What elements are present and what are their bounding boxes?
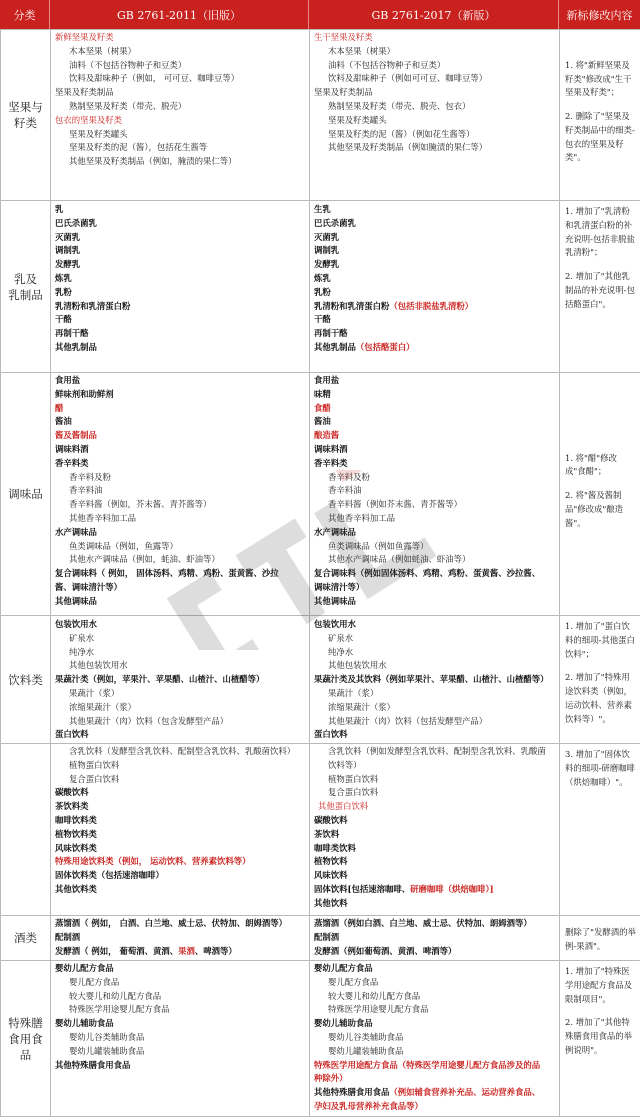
changes-cell: 1. 将"新鲜坚果及籽类"修改成"生干坚果及籽类"； 2. 删除了"坚果及籽类制品中的细类-包衣的坚果及籽类"。 [560,30,640,201]
table-row [1,744,640,916]
category-cell: 特殊膳 食用食 品 [1,961,51,1117]
changes-cell: 1. 增加了"乳清粉和乳清蛋白粉的补充说明-包括非脱盐乳清粉"； 2. 增加了"其他乳制品的补充说明-包括酪蛋白"。 [560,201,640,373]
new-standard-cell: 含乳饮料（例如发酵型含乳饮料、配制型含乳饮料、乳酸菌 饮料等） 植物蛋白饮料 复合蛋白饮料 其他蛋白饮料 碳酸饮料 茶饮料 咖啡类饮料 植物饮料 风味饮料 固体饮料[包括速溶咖啡、研磨咖啡（烘焙咖啡）] 其他饮料 [310,744,560,916]
header-new-standard: GB 2761-2017（新版） [309,0,559,29]
changes-cell: 1. 将"醋"修改成"食醋"； 2. 将"酱及酱制品"修改成"酿造酱"。 [560,373,640,616]
table-row [1,916,640,961]
table-row [1,961,640,1117]
old-standard-cell: 乳 巴氏杀菌乳 灭菌乳 调制乳 发酵乳 炼乳 乳粉 乳清粉和乳清蛋白粉 干酪 再制干酪 其他乳制品 [51,201,310,373]
header-changes: 新标修改内容 [559,0,640,29]
old-standard-cell: 新鲜坚果及籽类 木本坚果（树果） 油料（不包括谷物种子和豆类） 饮料及甜味种子（例如， 可可豆、咖啡豆等） 坚果及籽类制品 熟制坚果及籽类（带壳、脱壳） 包衣的坚果及籽类 坚果及籽类罐头 坚果及籽类的泥（酱），包括花生酱等 其他坚果及籽类制品（例如，腌渍的果仁等） [51,30,310,201]
table-row [1,373,640,616]
table-row [1,30,640,201]
category-cell: 坚果与 籽类 [1,30,51,201]
comparison-table [0,29,640,1117]
category-cell: 乳及 乳制品 [1,201,51,373]
category-cell: 调味品 [1,373,51,616]
new-standard-cell: 蒸馏酒（例如白酒、白兰地、威士忌、伏特加、朗姆酒等） 配制酒 发酵酒（例如葡萄酒、黄酒、啤酒等） [310,916,560,961]
old-standard-cell: 婴幼儿配方食品 婴儿配方食品 较大婴儿和幼儿配方食品 特殊医学用途婴儿配方食品 婴幼儿辅助食品 婴幼儿谷类辅助食品 婴幼儿罐装辅助食品 其他特殊膳食用食品 [51,961,310,1117]
header-old-standard: GB 2761-2011（旧版） [50,0,309,29]
new-standard-cell: 婴幼儿配方食品 婴儿配方食品 较大婴儿和幼儿配方食品 特殊医学用途婴儿配方食品 婴幼儿辅助食品 婴幼儿谷类辅助食品 婴幼儿罐装辅助食品 特殊医学用途配方食品（特殊医学用途婴儿配方食品涉及的品 种除外） 其他特殊膳食用食品（例如辅食营养补充品、运动营养食品、 孕妇及乳母营养补充食品等） [310,961,560,1117]
header-category: 分类 [0,0,50,29]
table-row [1,201,640,373]
category-cell: 酒类 [1,916,51,961]
old-standard-cell: 含乳饮料（发酵型含乳饮料、配制型含乳饮料、乳酸菌饮料） 植物蛋白饮料 复合蛋白饮料 碳酸饮料 茶饮料类 咖啡饮料类 植物饮料类 风味饮料类 特殊用途饮料类（例如， 运动饮料、营养素饮料等） 固体饮料类（包括速溶咖啡） 其他饮料类 [51,744,310,916]
category-cell: 饮料类 [1,616,51,744]
new-standard-cell: 生乳 巴氏杀菌乳 灭菌乳 调制乳 发酵乳 炼乳 乳粉 乳清粉和乳清蛋白粉（包括非脱盐乳清粉） 干酪 再制干酪 其他乳制品（包括酪蛋白） [310,201,560,373]
new-standard-cell: 生干坚果及籽类 木本坚果（树果） 油料（不包括谷物种子和豆类） 饮料及甜味种子（例如可可豆、咖啡豆等） 坚果及籽类制品 熟制坚果及籽类（带壳、脱壳、包衣） 坚果及籽类罐头 坚果及籽类的泥（酱）（例如花生酱等） 其他坚果及籽类制品（例如腌渍的果仁等） [310,30,560,201]
table-header [0,0,640,29]
old-standard-cell: 食用盐 鲜味剂和助鲜剂 醋 酱油 酱及酱制品 调味料酒 香辛料类 香辛料及粉 香辛料油 香辛料酱（例如，芥末酱、青芥酱等） 其他香辛料加工品 水产调味品 鱼类调味品（例如，鱼露等） 其他水产调味品（例如，蚝油、虾油等） 复合调味料（ 例如， 固体汤料、鸡精、鸡粉、蛋黄酱、沙拉 酱、调味清汁等） 其他调味品 [51,373,310,616]
changes-cell: 3. 增加了"固体饮料的细项-研磨咖啡（烘焙咖啡）"。 [560,744,640,916]
category-cell [1,744,51,916]
changes-cell: 1. 增加了"特殊医学用途配方食品及限制项目"。 2. 增加了"其他特殊膳食用食品的举例说明"。 [560,961,640,1117]
new-standard-cell: 包装饮用水 矿泉水 纯净水 其他包装饮用水 果蔬汁类及其饮料（例如苹果汁、苹果醋、山楂汁、山楂醋等） 果蔬汁（浆） 浓缩果蔬汁（浆） 其他果蔬汁（肉）饮料（包括发酵型产品） 蛋白饮料 [310,616,560,744]
old-standard-cell: 包装饮用水 矿泉水 纯净水 其他包装饮用水 果蔬汁类（例如，苹果汁、苹果醋、山楂汁、山楂醋等） 果蔬汁（浆） 浓缩果蔬汁（浆） 其他果蔬汁（肉）饮料（包含发酵型产品） 蛋白饮料 [51,616,310,744]
old-standard-cell: 蒸馏酒（ 例如， 白酒、白兰地、威士忌、伏特加、朗姆酒等） 配制酒 发酵酒（ 例如， 葡萄酒、黄酒、果酒、啤酒等） [51,916,310,961]
table-row [1,616,640,744]
changes-cell: 1. 增加了"蛋白饮料的细项-其他蛋白饮料"； 2. 增加了"特殊用途饮料类（例如，运动饮料、营养素饮料等）"。 [560,616,640,744]
new-standard-cell: 食用盐 味精 食醋 酱油 酿造酱 调味料酒 香辛料类 香辛料及粉 香辛料油 香辛料酱（例如芥末酱、青芥酱等） 其他香辛料加工品 水产调味品 鱼类调味品（例如鱼露等） 其他水产调味品（例如蚝油、虾油等） 复合调味料（例如固体汤料、鸡精、鸡粉、蛋黄酱、沙拉酱、 调味清汁等） 其他调味品 [310,373,560,616]
changes-cell: 删除了"发酵酒的举例-果酒"。 [560,916,640,961]
